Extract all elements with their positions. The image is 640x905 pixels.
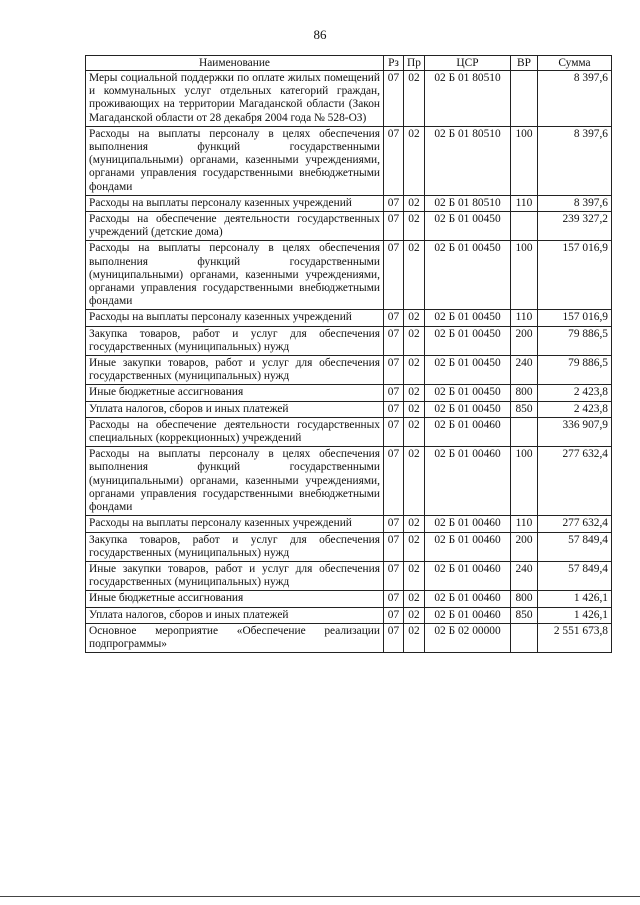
- row-sum: 1 426,1: [538, 591, 612, 607]
- row-sum: 2 423,8: [538, 385, 612, 401]
- row-name: Расходы на выплаты персоналу казенных учреждений: [86, 516, 384, 532]
- row-pr: 02: [404, 401, 425, 417]
- row-vr: 100: [511, 126, 538, 195]
- row-pr: 02: [404, 212, 425, 241]
- row-sum: 157 016,9: [538, 310, 612, 326]
- row-pr: 02: [404, 607, 425, 623]
- header-csr: ЦСР: [425, 56, 511, 71]
- row-pr: 02: [404, 561, 425, 590]
- table-row: [86, 326, 612, 355]
- row-name: Расходы на выплаты персоналу в целях обеспечения выполнения функций государственными (муниципальными) органами, казенными учреждениями, органами управления государственными внебюджетными фондами: [86, 447, 384, 516]
- row-pr: 02: [404, 195, 425, 211]
- row-sum: 336 907,9: [538, 417, 612, 446]
- scan-edge-line: [0, 896, 640, 897]
- row-vr: [511, 623, 538, 652]
- row-csr: 02 Б 01 00460: [425, 417, 511, 446]
- row-csr: 02 Б 01 00450: [425, 401, 511, 417]
- row-sum: 2 423,8: [538, 401, 612, 417]
- row-pr: 02: [404, 356, 425, 385]
- row-pr: 02: [404, 385, 425, 401]
- row-csr: 02 Б 02 00000: [425, 623, 511, 652]
- row-vr: 800: [511, 385, 538, 401]
- header-name: Наименование: [86, 56, 384, 71]
- row-name: Иные бюджетные ассигнования: [86, 591, 384, 607]
- row-name: Основное мероприятие «Обеспечение реализации подпрограммы»: [86, 623, 384, 652]
- row-pr: 02: [404, 326, 425, 355]
- row-sum: 8 397,6: [538, 126, 612, 195]
- table-body: [86, 71, 612, 653]
- row-rz: 07: [384, 310, 404, 326]
- row-rz: 07: [384, 326, 404, 355]
- table-row: [86, 195, 612, 211]
- row-rz: 07: [384, 195, 404, 211]
- page-number: 86: [313, 27, 327, 42]
- row-vr: [511, 71, 538, 127]
- row-pr: 02: [404, 591, 425, 607]
- row-rz: 07: [384, 623, 404, 652]
- table-row: [86, 385, 612, 401]
- row-rz: 07: [384, 212, 404, 241]
- table-row: [86, 561, 612, 590]
- row-csr: 02 Б 01 00460: [425, 607, 511, 623]
- row-csr: 02 Б 01 00450: [425, 310, 511, 326]
- row-name: Расходы на обеспечение деятельности государственных учреждений (детские дома): [86, 212, 384, 241]
- row-csr: 02 Б 01 00460: [425, 516, 511, 532]
- row-name: Расходы на обеспечение деятельности государственных специальных (коррекционных) учреждений: [86, 417, 384, 446]
- row-csr: 02 Б 01 80510: [425, 71, 511, 127]
- row-sum: 79 886,5: [538, 326, 612, 355]
- row-vr: 110: [511, 516, 538, 532]
- row-vr: 200: [511, 532, 538, 561]
- row-name: Расходы на выплаты персоналу в целях обеспечения выполнения функций государственными (муниципальными) органами, казенными учреждениями, органами управления государственными внебюджетными фондами: [86, 126, 384, 195]
- row-vr: 240: [511, 356, 538, 385]
- row-vr: [511, 212, 538, 241]
- table-row: [86, 607, 612, 623]
- table-row: [86, 532, 612, 561]
- row-name: Уплата налогов, сборов и иных платежей: [86, 607, 384, 623]
- row-rz: 07: [384, 241, 404, 310]
- table-header-row: [86, 56, 612, 71]
- row-pr: 02: [404, 417, 425, 446]
- row-sum: 57 849,4: [538, 561, 612, 590]
- row-rz: 07: [384, 447, 404, 516]
- row-name: Закупка товаров, работ и услуг для обеспечения государственных (муниципальных) нужд: [86, 326, 384, 355]
- row-rz: 07: [384, 607, 404, 623]
- row-sum: 277 632,4: [538, 516, 612, 532]
- row-rz: 07: [384, 356, 404, 385]
- row-sum: 2 551 673,8: [538, 623, 612, 652]
- row-rz: 07: [384, 126, 404, 195]
- row-vr: 200: [511, 326, 538, 355]
- row-vr: 850: [511, 401, 538, 417]
- row-vr: 100: [511, 241, 538, 310]
- row-csr: 02 Б 01 80510: [425, 195, 511, 211]
- row-pr: 02: [404, 126, 425, 195]
- row-name: Расходы на выплаты персоналу казенных учреждений: [86, 310, 384, 326]
- row-name: Иные закупки товаров, работ и услуг для обеспечения государственных (муниципальных) нужд: [86, 356, 384, 385]
- row-name: Иные бюджетные ассигнования: [86, 385, 384, 401]
- row-vr: 850: [511, 607, 538, 623]
- header-pr: Пр: [404, 56, 425, 71]
- row-name: Меры социальной поддержки по оплате жилых помещений и коммунальных услуг отдельных категорий граждан, проживающих на территории Магаданской области (Закон Магаданской области от 28 декабря 2004 года № 528-ОЗ): [86, 71, 384, 127]
- row-csr: 02 Б 01 00450: [425, 385, 511, 401]
- row-vr: 100: [511, 447, 538, 516]
- row-csr: 02 Б 01 00460: [425, 447, 511, 516]
- header-vr: ВР: [511, 56, 538, 71]
- row-sum: 8 397,6: [538, 195, 612, 211]
- table-row: [86, 623, 612, 652]
- row-rz: 07: [384, 385, 404, 401]
- row-csr: 02 Б 01 00460: [425, 591, 511, 607]
- row-csr: 02 Б 01 00450: [425, 241, 511, 310]
- row-name: Закупка товаров, работ и услуг для обеспечения государственных (муниципальных) нужд: [86, 532, 384, 561]
- row-sum: 57 849,4: [538, 532, 612, 561]
- row-pr: 02: [404, 532, 425, 561]
- header-sum: Сумма: [538, 56, 612, 71]
- table-row: [86, 591, 612, 607]
- row-vr: 110: [511, 195, 538, 211]
- row-sum: 79 886,5: [538, 356, 612, 385]
- row-rz: 07: [384, 532, 404, 561]
- row-pr: 02: [404, 623, 425, 652]
- row-name: Иные закупки товаров, работ и услуг для обеспечения государственных (муниципальных) нужд: [86, 561, 384, 590]
- row-pr: 02: [404, 241, 425, 310]
- table-row: [86, 212, 612, 241]
- row-pr: 02: [404, 447, 425, 516]
- row-pr: 02: [404, 516, 425, 532]
- budget-table: [85, 55, 612, 653]
- table-row: [86, 356, 612, 385]
- row-vr: [511, 417, 538, 446]
- row-sum: 239 327,2: [538, 212, 612, 241]
- table-row: [86, 310, 612, 326]
- table-row: [86, 516, 612, 532]
- row-rz: 07: [384, 417, 404, 446]
- row-sum: 157 016,9: [538, 241, 612, 310]
- row-csr: 02 Б 01 80510: [425, 126, 511, 195]
- table-row: [86, 401, 612, 417]
- row-csr: 02 Б 01 00450: [425, 212, 511, 241]
- row-sum: 277 632,4: [538, 447, 612, 516]
- row-vr: 110: [511, 310, 538, 326]
- row-rz: 07: [384, 401, 404, 417]
- row-pr: 02: [404, 310, 425, 326]
- table-row: [86, 417, 612, 446]
- row-vr: 240: [511, 561, 538, 590]
- header-rz: Рз: [384, 56, 404, 71]
- table-row: [86, 126, 612, 195]
- row-csr: 02 Б 01 00460: [425, 532, 511, 561]
- row-rz: 07: [384, 71, 404, 127]
- row-name: Уплата налогов, сборов и иных платежей: [86, 401, 384, 417]
- table-row: [86, 447, 612, 516]
- row-sum: 8 397,6: [538, 71, 612, 127]
- row-csr: 02 Б 01 00450: [425, 326, 511, 355]
- row-pr: 02: [404, 71, 425, 127]
- row-rz: 07: [384, 591, 404, 607]
- row-name: Расходы на выплаты персоналу в целях обеспечения выполнения функций государственными (муниципальными) органами, казенными учреждениями, органами управления государственными внебюджетными фондами: [86, 241, 384, 310]
- row-sum: 1 426,1: [538, 607, 612, 623]
- table-row: [86, 241, 612, 310]
- row-csr: 02 Б 01 00450: [425, 356, 511, 385]
- row-csr: 02 Б 01 00460: [425, 561, 511, 590]
- row-rz: 07: [384, 516, 404, 532]
- row-name: Расходы на выплаты персоналу казенных учреждений: [86, 195, 384, 211]
- table-row: [86, 71, 612, 127]
- row-rz: 07: [384, 561, 404, 590]
- row-vr: 800: [511, 591, 538, 607]
